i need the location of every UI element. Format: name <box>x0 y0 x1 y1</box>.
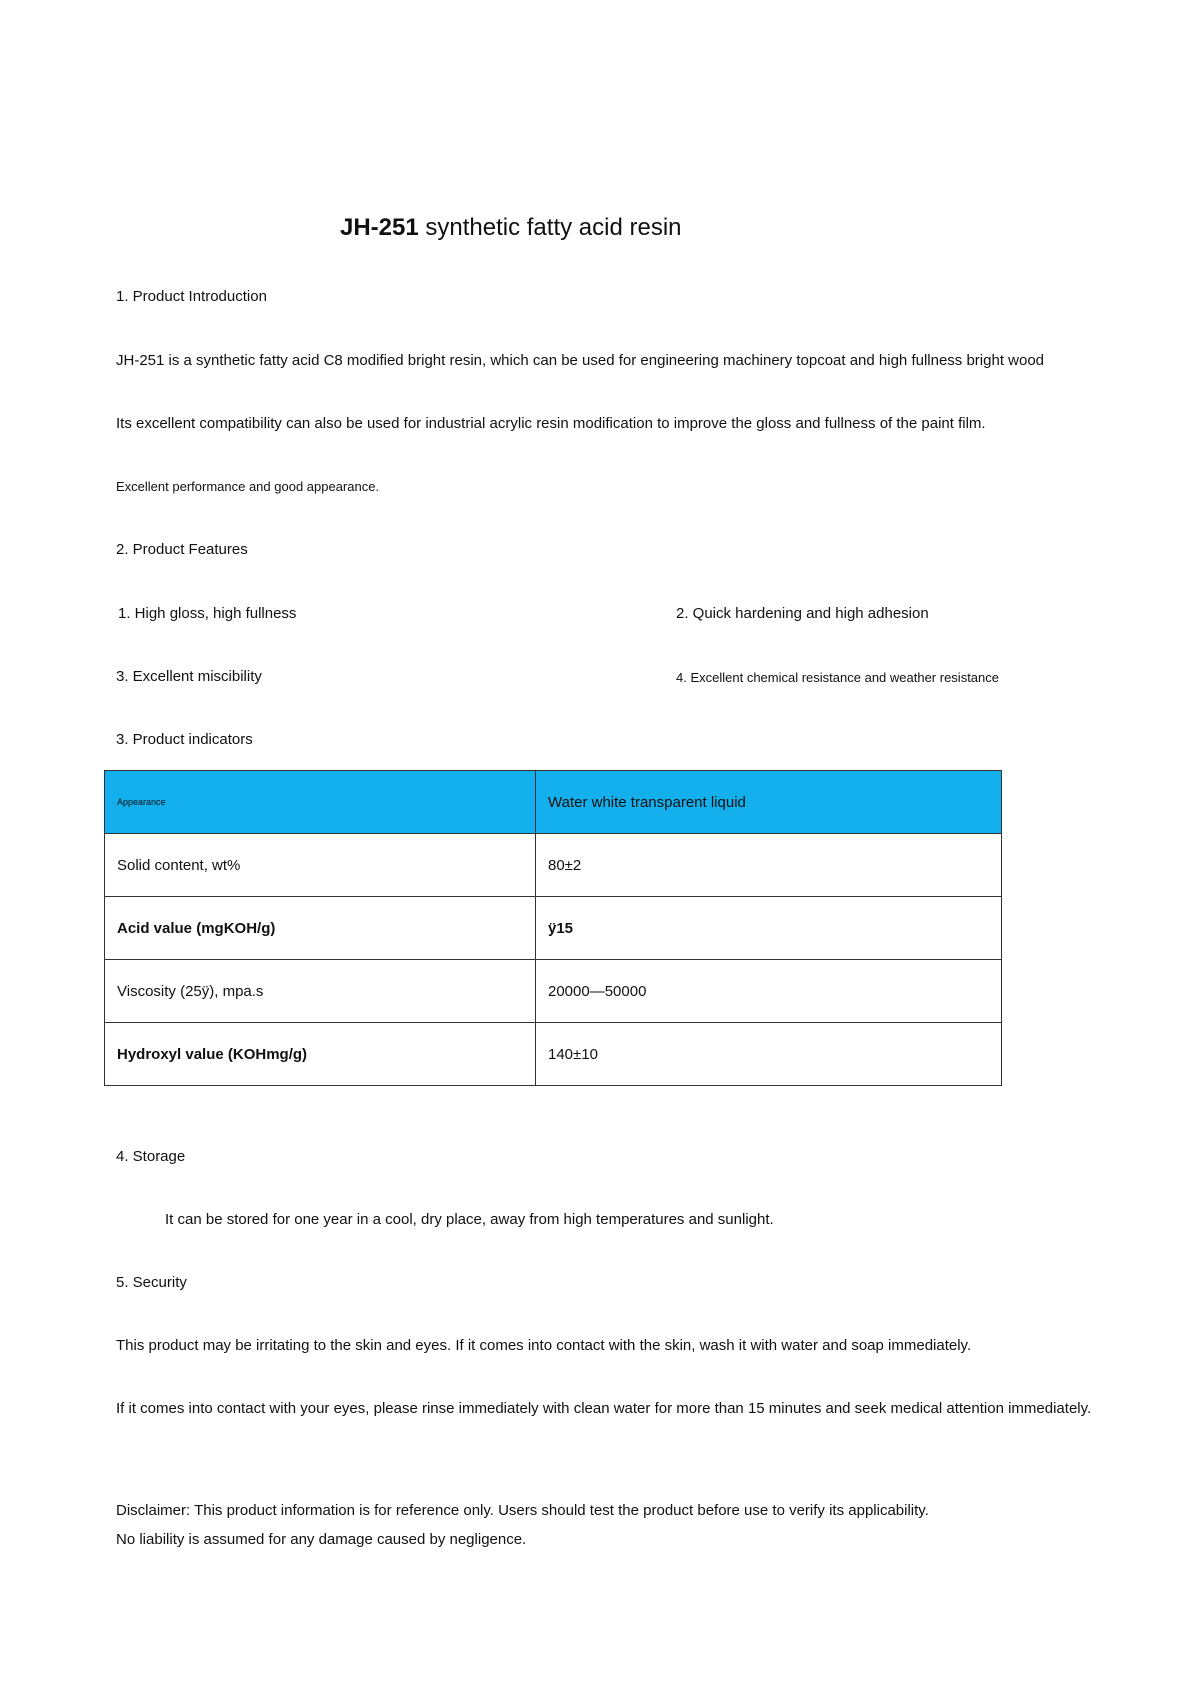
table-cell-label: Viscosity (25ÿ), mpa.s <box>105 960 536 1023</box>
feature-item-1: 1. High gloss, high fullness <box>118 605 297 622</box>
disclaimer-line-2: No liability is assumed for any damage caused by negligence. <box>116 1531 527 1548</box>
table-cell-value: Water white transparent liquid <box>536 771 1002 834</box>
section-heading-indicators: 3. Product indicators <box>116 731 253 748</box>
feature-item-2: 2. Quick hardening and high adhesion <box>676 605 929 622</box>
table-cell-value: 20000—50000 <box>536 960 1002 1023</box>
table-row <box>105 960 1002 1023</box>
section-heading-features: 2. Product Features <box>116 541 248 558</box>
table-cell-label: Appearance <box>105 771 536 834</box>
feature-item-3: 3. Excellent miscibility <box>116 668 262 685</box>
title-product-code: JH-251 <box>340 214 419 241</box>
table-row <box>105 771 1002 834</box>
section-heading-introduction: 1. Product Introduction <box>116 288 267 305</box>
table-row <box>105 1023 1002 1086</box>
table-cell-value: 140±10 <box>536 1023 1002 1086</box>
feature-item-4: 4. Excellent chemical resistance and weather resistance <box>676 670 999 685</box>
storage-text: It can be stored for one year in a cool, dry place, away from high temperatures and sunlight. <box>165 1211 774 1228</box>
table-cell-value: 80±2 <box>536 834 1002 897</box>
intro-paragraph-3: Excellent performance and good appearance. <box>116 479 380 494</box>
title-product-name: synthetic fatty acid resin <box>418 214 682 241</box>
indicators-table <box>104 770 1002 1086</box>
section-heading-storage: 4. Storage <box>116 1148 186 1165</box>
table-cell-label: Hydroxyl value (KOHmg/g) <box>105 1023 536 1086</box>
table-row <box>105 834 1002 897</box>
security-paragraph-1: This product may be irritating to the skin and eyes. If it comes into contact with the skin, wash it with water and soap immediately. <box>116 1337 972 1354</box>
intro-paragraph-2: Its excellent compatibility can also be used for industrial acrylic resin modification to improve the gloss and fullness of the paint film. <box>116 415 986 432</box>
table-cell-label: Acid value (mgKOH/g) <box>105 897 536 960</box>
intro-paragraph-1: JH-251 is a synthetic fatty acid C8 modified bright resin, which can be used for engineering machinery topcoat and high fullness bright wood <box>116 352 1045 369</box>
security-paragraph-2: If it comes into contact with your eyes, please rinse immediately with clean water for more than 15 minutes and seek medical attention immediately. <box>116 1400 1092 1417</box>
table-row <box>105 897 1002 960</box>
table-cell-value: ÿ15 <box>536 897 1002 960</box>
section-heading-security: 5. Security <box>116 1274 187 1291</box>
page-title <box>340 214 682 242</box>
table-cell-label: Solid content, wt% <box>105 834 536 897</box>
disclaimer-line-1: Disclaimer: This product information is for reference only. Users should test the product before use to verify its applicability. <box>116 1502 929 1519</box>
